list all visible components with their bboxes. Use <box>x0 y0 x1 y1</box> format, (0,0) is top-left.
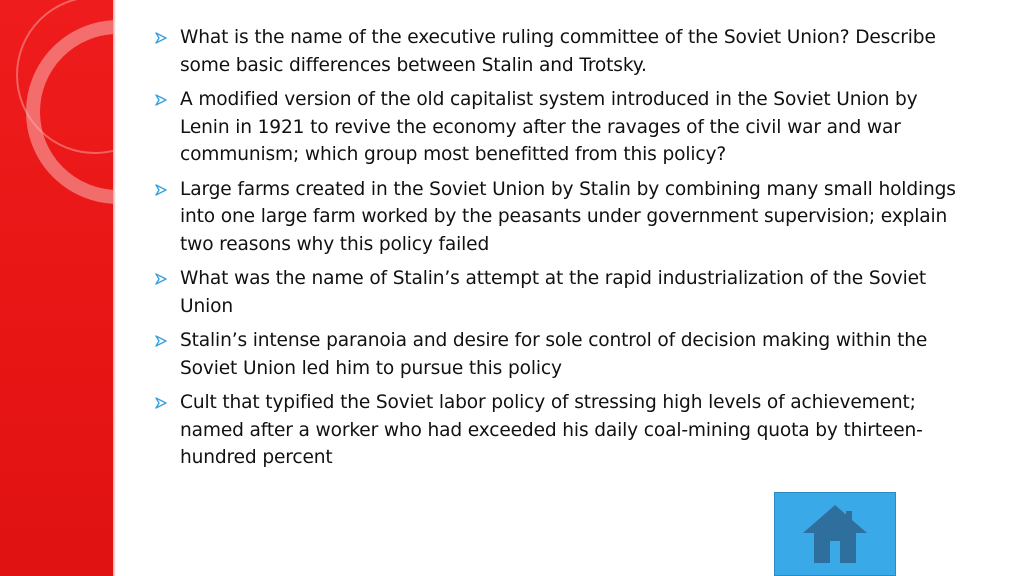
question-text: Large farms created in the Soviet Union by Stalin by combining many small holdings into one large farm worked by the peasants under government supervision; explain two reasons why this policy failed <box>180 178 956 255</box>
list-item <box>155 24 970 79</box>
question-text: What is the name of the executive ruling committee of the Soviet Union? Describe some basic differences between Stalin and Trotsky. <box>180 27 936 76</box>
home-icon <box>802 503 868 567</box>
list-item <box>155 327 970 382</box>
list-item <box>155 389 970 472</box>
question-text: Stalin’s intense paranoia and desire for sole control of decision making within the Soviet Union led him to pursue this policy <box>180 330 928 379</box>
arrow-bullet-icon <box>155 335 167 347</box>
decorative-side-panel <box>0 0 113 576</box>
question-text: A modified version of the old capitalist system introduced in the Soviet Union by Lenin in 1921 to revive the economy after the ravages of the civil war and war communism; which group most benefitted from this policy? <box>180 89 918 165</box>
arrow-bullet-icon <box>155 94 167 106</box>
list-item <box>155 176 970 259</box>
arrow-bullet-icon <box>155 397 167 409</box>
arrow-bullet-icon <box>155 32 167 44</box>
home-button[interactable] <box>774 492 896 576</box>
questions-list <box>155 24 970 472</box>
questions-content <box>155 24 970 479</box>
question-text: Cult that typified the Soviet labor policy of stressing high levels of achievement; named after a worker who had exceeded his daily coal-mining quota by thirteen-hundred percent <box>180 392 923 468</box>
question-text: What was the name of Stalin’s attempt at the rapid industrialization of the Soviet Union <box>180 268 927 317</box>
list-item <box>155 265 970 320</box>
list-item <box>155 86 970 169</box>
arrow-bullet-icon <box>155 184 167 196</box>
decorative-arcs <box>0 0 113 576</box>
arrow-bullet-icon <box>155 273 167 285</box>
panel-edge <box>113 0 116 576</box>
